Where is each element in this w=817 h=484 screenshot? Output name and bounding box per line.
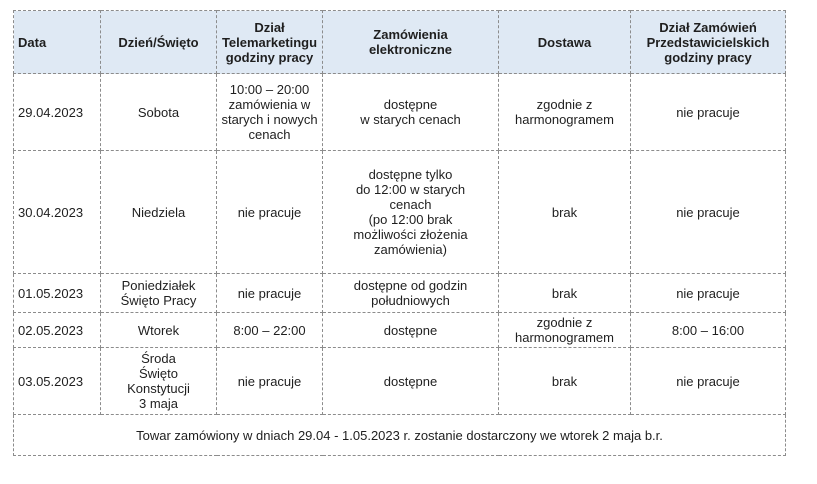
table-row — [14, 274, 786, 313]
header-day-holiday: Dzień/Święto — [101, 11, 217, 74]
day-cell: Wtorek — [101, 313, 217, 348]
representative-orders-cell: nie pracuje — [631, 151, 786, 274]
delivery-cell: brak — [499, 348, 631, 415]
telemarketing-cell: 10:00 – 20:00 zamówienia w starych i nowych cenach — [217, 74, 323, 151]
telemarketing-cell: nie pracuje — [217, 274, 323, 313]
table-row — [14, 151, 786, 274]
telemarketing-cell: nie pracuje — [217, 348, 323, 415]
schedule-table — [13, 10, 786, 456]
telemarketing-cell: nie pracuje — [217, 151, 323, 274]
representative-orders-cell: 8:00 – 16:00 — [631, 313, 786, 348]
telemarketing-cell: 8:00 – 22:00 — [217, 313, 323, 348]
representative-orders-cell: nie pracuje — [631, 274, 786, 313]
day-cell: Niedziela — [101, 151, 217, 274]
representative-orders-cell: nie pracuje — [631, 74, 786, 151]
date-cell: 01.05.2023 — [14, 274, 101, 313]
header-telemarketing-hours: Dział Telemarketingu godziny pracy — [217, 11, 323, 74]
representative-orders-cell: nie pracuje — [631, 348, 786, 415]
header-representative-orders-hours: Dział Zamówień Przedstawicielskich godziny pracy — [631, 11, 786, 74]
header-electronic-orders: Zamówienia elektroniczne — [323, 11, 499, 74]
footer-note: Towar zamówiony w dniach 29.04 - 1.05.2023 r. zostanie dostarczony we wtorek 2 maja b.r. — [14, 415, 786, 456]
electronic-orders-cell: dostępne — [323, 348, 499, 415]
header-date: Data — [14, 11, 101, 74]
date-cell: 29.04.2023 — [14, 74, 101, 151]
table-row — [14, 348, 786, 415]
date-cell: 02.05.2023 — [14, 313, 101, 348]
electronic-orders-cell: dostępne od godzin południowych — [323, 274, 499, 313]
delivery-cell: brak — [499, 274, 631, 313]
day-cell: Sobota — [101, 74, 217, 151]
delivery-cell: zgodnie z harmonogramem — [499, 74, 631, 151]
electronic-orders-cell: dostępne — [323, 313, 499, 348]
date-cell: 03.05.2023 — [14, 348, 101, 415]
electronic-orders-cell: dostępne tylko do 12:00 w starych cenach (po 12:00 brak możliwości złożenia zamówienia) — [323, 151, 499, 274]
schedule-table-container — [13, 10, 785, 456]
header-delivery: Dostawa — [499, 11, 631, 74]
day-cell: Środa Święto Konstytucji 3 maja — [101, 348, 217, 415]
date-cell: 30.04.2023 — [14, 151, 101, 274]
header-row — [14, 11, 786, 74]
table-row — [14, 313, 786, 348]
delivery-cell: brak — [499, 151, 631, 274]
footer-row — [14, 415, 786, 456]
table-row — [14, 74, 786, 151]
electronic-orders-cell: dostępne w starych cenach — [323, 74, 499, 151]
delivery-cell: zgodnie z harmonogramem — [499, 313, 631, 348]
day-cell: Poniedziałek Święto Pracy — [101, 274, 217, 313]
